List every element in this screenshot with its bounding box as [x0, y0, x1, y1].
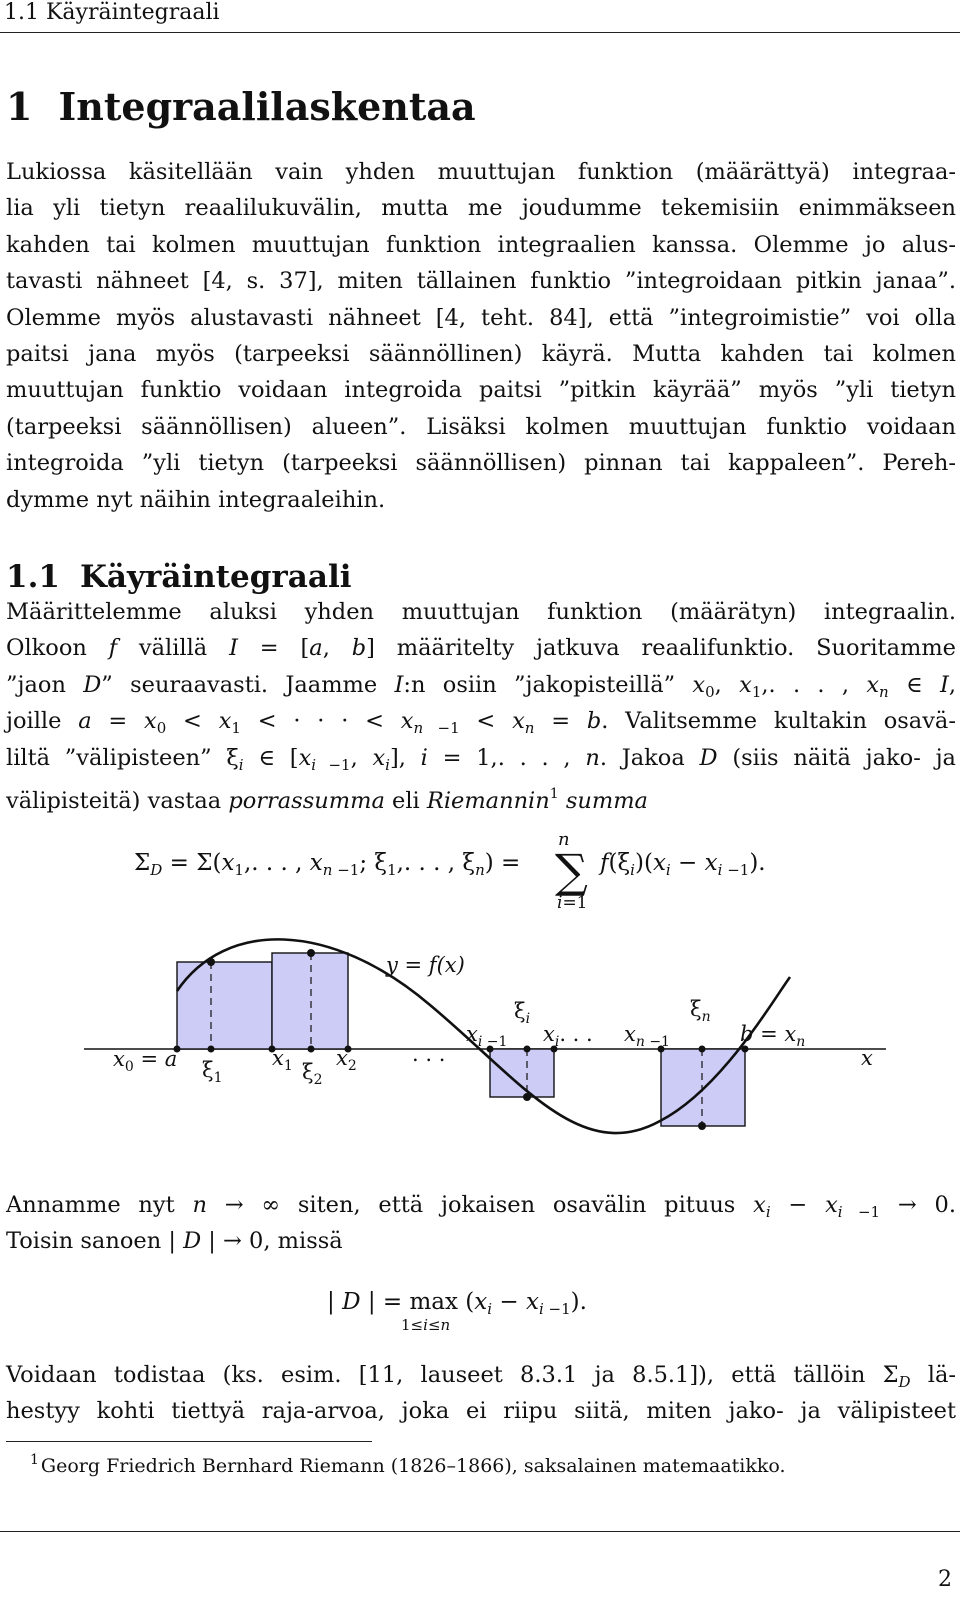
curve-label: y = f(x) — [386, 953, 465, 977]
label-x-i: $x_i$. . . — [543, 1022, 593, 1050]
label-dots: . . . — [412, 1042, 446, 1066]
text-line: (tarpeeksi säännöllisen) alueen”. Lisäksi kolmen muuttujan funktio voidaan — [6, 413, 956, 440]
text-line: tavasti nähneet [4, s. 37], miten tällainen funktio ”integroidaan pitkin janaa”. — [6, 268, 956, 295]
label-xi-i: $\xi_i$ — [514, 999, 531, 1027]
text-line: hestyy kohti tiettyä raja-arvoa, joka ei riipu siitä, miten jako- ja välipisteet — [6, 1398, 956, 1425]
label-xi1: $\xi_1$ — [202, 1058, 223, 1086]
text-line: ”jaon D” seuraavasti. Jaamme I:n osiin ”jakopisteillä” $x_0$, $x_1$,. . . , $x_n$ ∈ I, — [6, 671, 956, 701]
riemann-sum-figure — [0, 925, 960, 1180]
point-xi-1 — [207, 958, 215, 966]
text-line: paitsi jana myös (tarpeeksi säännöllinen) käyrä. Mutta kahden tai kolmen — [6, 340, 956, 367]
text-line: Toisin sanoen | D | → 0, missä — [6, 1228, 343, 1255]
footnote-rule — [6, 1441, 372, 1442]
label-x-n-minus-1: $x_n -1$ — [624, 1022, 670, 1050]
text-line: Olemme myös alustavasti nähneet [4, teht. 84], että ”integroimistie” voi olla — [6, 304, 956, 331]
section-number: 1 — [6, 84, 33, 129]
label-x2: $x_2$ — [336, 1046, 357, 1074]
text-line: Voidaan todistaa (ks. esim. [11, lauseet 8.3.1 ja 8.5.1]), että tällöin $\Sigma_D$ lä- — [6, 1362, 956, 1391]
riemann-sum-equation: $\Sigma_D = \Sigma(x_1$,. . . , $x_{n -1}$; $\xi_1$,. . . , $\xi_n$) = — [134, 850, 521, 879]
page-number: 2 — [938, 1567, 952, 1592]
footer-rule — [0, 1531, 960, 1532]
intro-paragraph — [6, 154, 956, 518]
document-page: 1.1 Käyräintegraali 1 Integraalilaskentaa Lukiossa käsitellään vain yhden muuttujan funktion (määrättyä) integraa- lia yli tietyn reaalilukuvälin, mutta me joudumme tekemisiin enimmäkseen kahden tai kolmen muuttujan funktion integraalien kanssa. Olemme jo alus- tavasti nähneet [4, s. 37], miten tällainen funktio ”integroidaan pitkin janaa”. Olemme myös alustavasti nähneet [4, teht. 84], että ”integroimistie” voi olla paitsi jana myös (tarpeeksi säännöllinen) käyrä. Mutta kahden tai kolmen muuttujan funktio voidaan integroida paitsi ”pitkin käyrää” myös ”yli tietyn (tarpeeksi säännöllisen) alueen”. Lisäksi kolmen muuttujan funktio voidaan integroida ”yli tietyn (tarpeeksi säännöllisen) pinnan tai kappaleen”. Pereh- dymme nyt näihin integraaleihin. 1.1 Käyräintegraali Määrittelemme aluksi yhden muuttujan funktion (määrätyn) integraalin. Olkoon f välillä I = [a, b] määritelty jatkuva reaalifunktio. Suoritamme ”jaon D” seuraavasti. Jaamme I:n osiin ”jakopisteillä” $x_0$, $x_1$,. . . , $x_n$ ∈ I, joille $a = x_0 < x_1$ < · · · < $x_{n -1} < x_n = b$. Valitsemme kultakin osavä- liltä ”välipisteen” $\xi_i$ ∈ [$x_{i -1}$, $x_i$], i = 1,. . . , n. Jakoa D (siis näitä jako- ja välipisteitä) vastaa porrassumma eli Riemannin$^1$ summa $\Sigma_D = \Sigma(x_1$,. . . , $x_{n -1}$; $\xi_1$,. . . , $\xi_n$) = n ∑ i=1 $f(\xi_i)(x_i - x_{i -1})$. y = f(x) $x_0 = a$ $\xi_1$ $x_1$ $\xi_2$ $x_2$ . . . $x_i -1$ $\xi_i$ $x_i$. . . $x_n -1$ $\xi_n$ $b = x_n$ x Annamme nyt n → ∞ siten, että jokaisen osavälin pituus $x_i - x_{i -1} \to 0$. Toisin sanoen | D | → 0, missä | D | = $\max (x_i - x_{i -1})$. 1≤i≤n Voidaan todistaa (ks. esim. [11, lauseet 8.3.1 ja 8.5.1]), että tällöin $\Sigma_D$ lä- hestyy kohti tiettyä raja-arvoa, joka ei riipu siitä, miten jako- ja välipisteet $^1$ Georg Friedrich Bernhard Riemann (1826–1866), saksalainen matemaatikko. 2 — [0, 0, 960, 1622]
label-b-xn: $b = x_n$ — [740, 1022, 806, 1050]
riemann-rect-2 — [272, 953, 348, 1049]
text-line: Määrittelemme aluksi yhden muuttujan funktion (määrätyn) integraalin. — [6, 599, 956, 625]
text-line: Olkoon f välillä I = [a, b] määritelty jatkuva reaalifunktio. Suoritamme — [6, 635, 956, 662]
text-line: välipisteitä) vastaa porrassumma eli Riemannin$^1$ summa — [6, 785, 648, 814]
subsection-title: Käyräintegraali — [79, 559, 352, 595]
subsection-number: 1.1 — [6, 559, 60, 595]
text-line: dymme nyt näihin integraaleihin. — [6, 486, 386, 513]
label-x1: $x_1$ — [272, 1046, 293, 1074]
point-xi-2 — [307, 949, 315, 957]
text-line: muuttujan funktio voidaan integroida paitsi ”pitkin käyrää” myös ”yli tietyn — [6, 377, 956, 404]
text-line: Lukiossa käsitellään vain yhden muuttujan funktion (määrättyä) integraa- — [6, 159, 956, 185]
text-line: Annamme nyt n → ∞ siten, että jokaisen osavälin pituus $x_i - x_{i -1} \to 0$. — [6, 1192, 956, 1221]
subsection-heading — [6, 557, 352, 597]
limit-paragraph — [6, 1187, 956, 1260]
point-xi-n — [698, 1122, 706, 1130]
sum-symbol: ∑ — [555, 844, 588, 898]
section-title: Integraalilaskentaa — [58, 84, 476, 129]
label-xi2: $\xi_2$ — [302, 1060, 323, 1088]
running-header: 1.1 Käyräintegraali — [4, 0, 220, 25]
axis-label-x: x — [861, 1046, 873, 1070]
max-subscript: 1≤i≤n — [401, 1316, 451, 1334]
label-xi-n: $\xi_n$ — [690, 997, 711, 1025]
section-heading — [6, 83, 476, 131]
mesh-equation: | D | = $\max (x_i - x_{i -1})$. — [327, 1289, 587, 1318]
riemann-rect-3 — [490, 1049, 554, 1097]
header-rule — [0, 32, 960, 33]
footnote — [30, 1446, 786, 1480]
footnote-mark: 1 — [30, 1452, 39, 1468]
label-x-i-minus-1: $x_i -1$ — [466, 1022, 508, 1050]
text-line: liltä ”välipisteen” $\xi_i$ ∈ [$x_{i -1}$, $x_i$], i = 1,. . . , n. Jakoa D (siis näitä jako- ja — [6, 744, 956, 774]
conclusion-paragraph — [6, 1357, 956, 1430]
text-line: integroida ”yli tietyn (tarpeeksi säännöllisen) pinnan tai kappaleen”. Pereh- — [6, 450, 956, 477]
text-line: kahden tai kolmen muuttujan funktion integraalien kanssa. Olemme jo alus- — [6, 231, 956, 258]
definition-paragraph — [6, 594, 956, 812]
text-line: joille $a = x_0 < x_1$ < · · · < $x_{n -1} < x_n = b$. Valitsemme kultakin osavä- — [6, 708, 956, 738]
footnote-text: Georg Friedrich Bernhard Riemann (1826–1866), saksalainen matemaatikko. — [40, 1455, 786, 1477]
point-xi-i — [523, 1093, 531, 1101]
text-line: lia yli tietyn reaalilukuvälin, mutta me joudumme tekemisiin enimmäkseen — [6, 195, 956, 222]
label-x0-a: $x_0 = a$ — [113, 1047, 178, 1075]
